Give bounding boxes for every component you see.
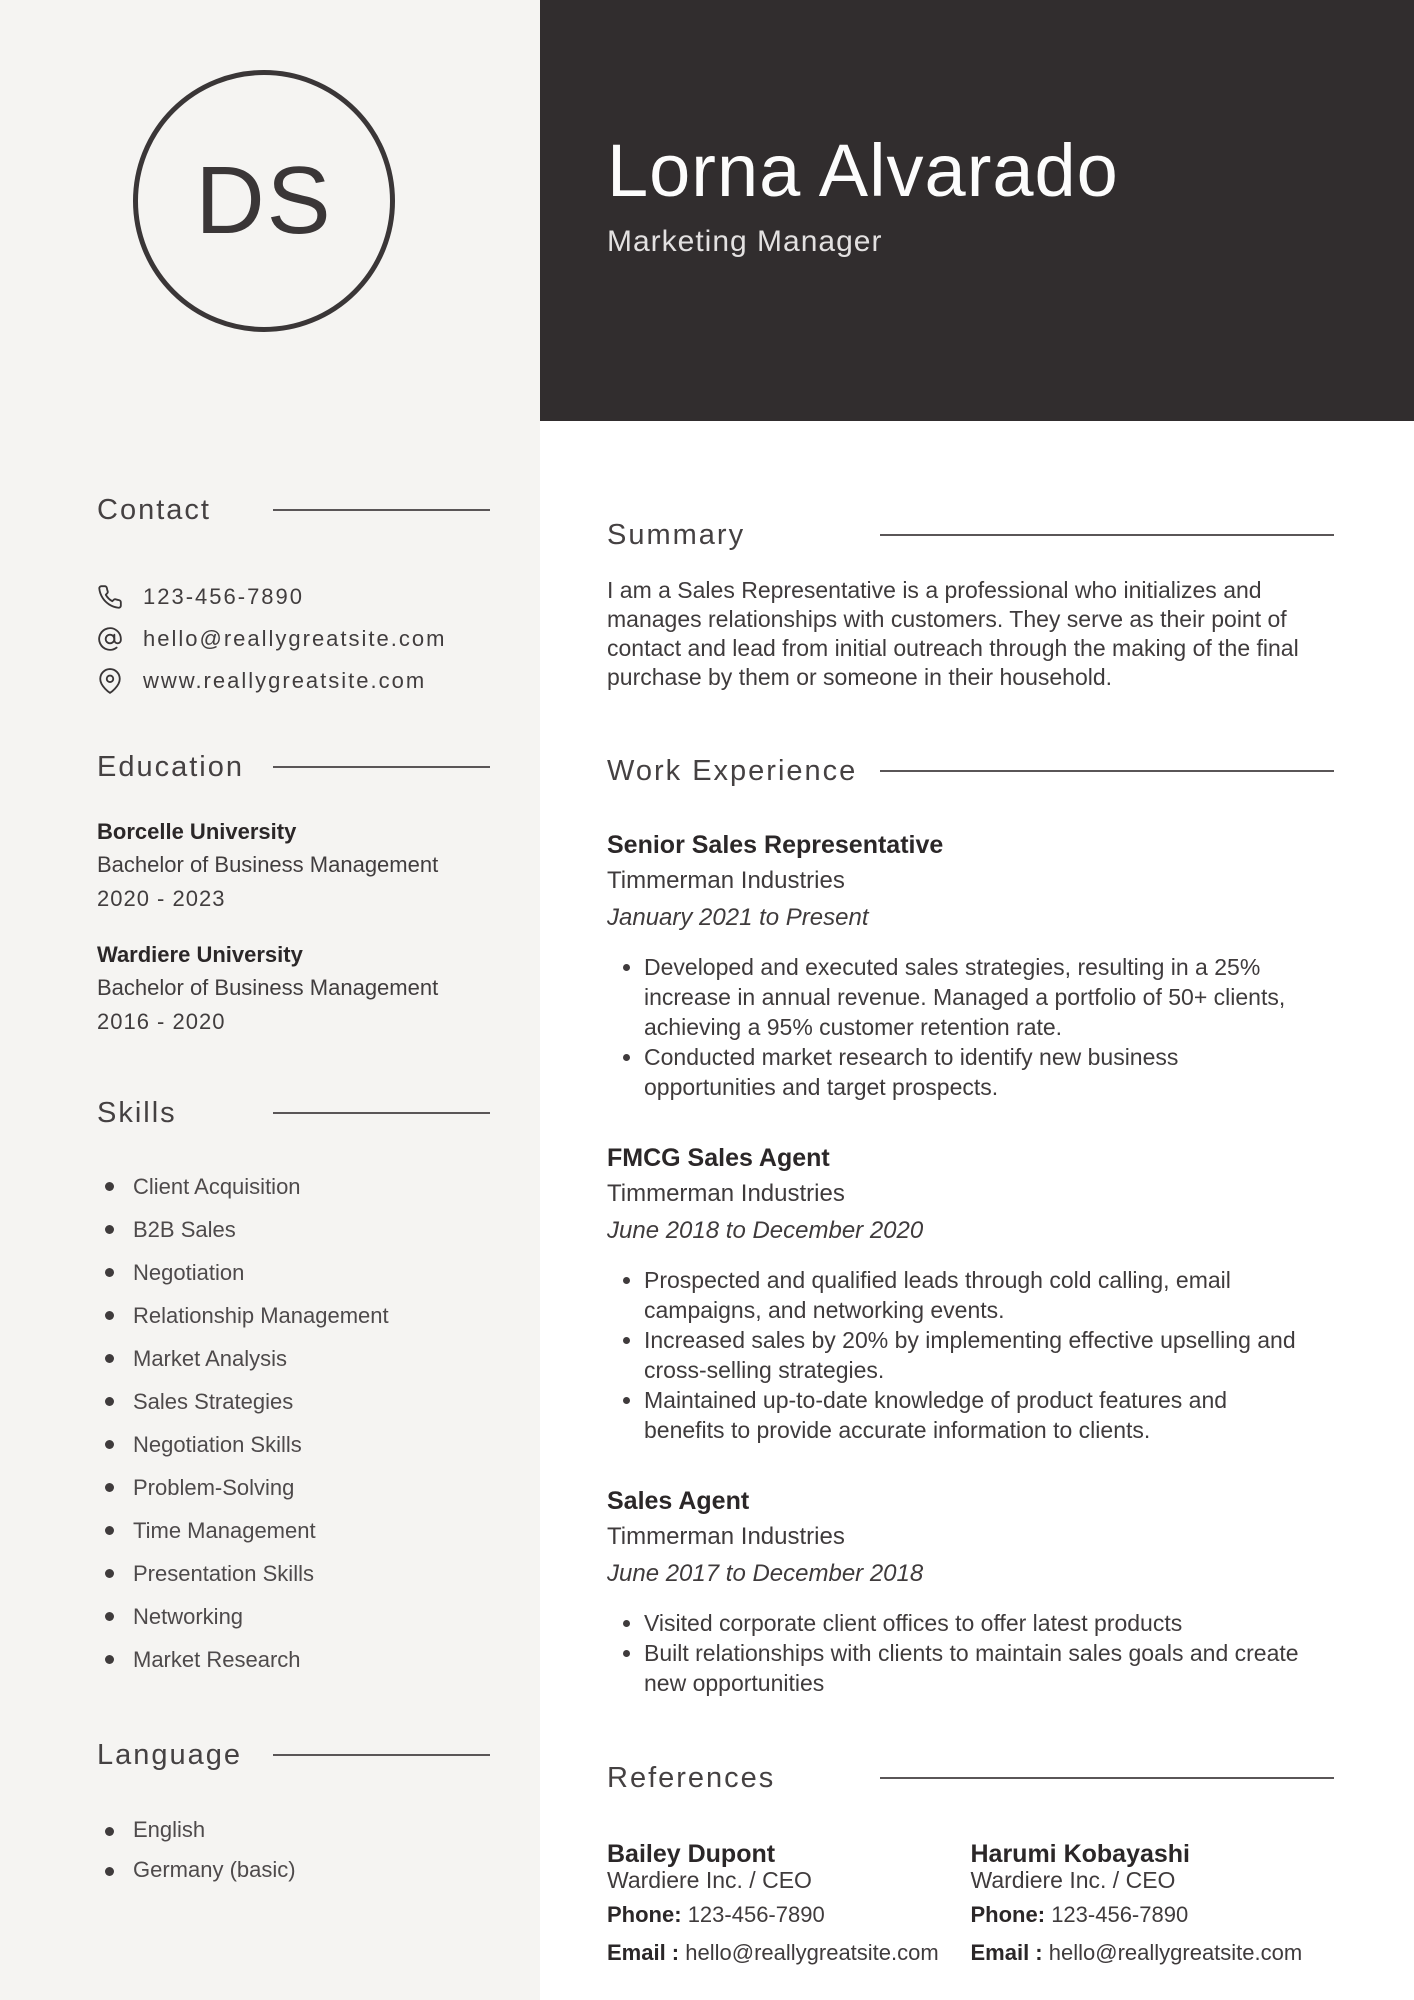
education-section xyxy=(0,749,540,1039)
reference-email-value: hello@reallygreatsite.com xyxy=(685,1940,939,1965)
language-list xyxy=(97,1810,490,1890)
job-bullet: • Prospected and qualified leads through cold calling, email campaigns, and networking events. xyxy=(644,1265,1307,1325)
summary-text: I am a Sales Representative is a professional who initializes and manages relationships with customers. They serve as their point of contact and lead from initial outreach through the making of the final purchase by them or someone in their household. xyxy=(607,577,1299,690)
language-heading-label: Language xyxy=(97,1739,243,1771)
email-label: Email : xyxy=(970,1940,1043,1965)
heading-rule xyxy=(880,1777,1334,1779)
education-years: 2020 - 2023 xyxy=(97,886,226,911)
education-school: Wardiere University xyxy=(97,942,303,967)
reference-card xyxy=(607,1840,971,1968)
job-bullet: • Visited corporate client offices to offer latest products xyxy=(644,1608,1307,1638)
education-school: Borcelle University xyxy=(97,819,297,844)
job-dates: June 2017 to December 2018 xyxy=(607,1560,924,1587)
reference-name: Harumi Kobayashi xyxy=(970,1840,1191,1868)
job-bullet-list xyxy=(607,952,1307,1102)
job-entry xyxy=(607,1483,1334,1698)
contact-email-value: hello@reallygreatsite.com xyxy=(143,626,447,651)
education-heading-label: Education xyxy=(97,751,244,783)
job-title: Senior Sales Representative xyxy=(607,831,944,859)
job-company: Timmerman Industries xyxy=(607,1180,845,1207)
job-bullet: • Built relationships with clients to maintain sales goals and create new opportunities xyxy=(644,1638,1307,1698)
email-label: Email : xyxy=(607,1940,680,1965)
summary-heading xyxy=(607,517,1334,553)
job-dates: January 2021 to Present xyxy=(607,904,869,931)
job-bullet-list xyxy=(607,1265,1307,1445)
reference-phone-value: 123-456-7890 xyxy=(687,1902,825,1927)
reference-phone-row xyxy=(607,1900,971,1930)
contact-row-email xyxy=(97,618,490,660)
contact-heading-label: Contact xyxy=(97,494,211,526)
phone-icon xyxy=(97,584,123,610)
summary-heading-label: Summary xyxy=(607,519,746,551)
header xyxy=(540,0,1414,421)
work-experience-heading xyxy=(607,753,1334,789)
main-content xyxy=(540,421,1414,2000)
skills-list xyxy=(97,1165,490,1681)
heading-rule xyxy=(880,534,1334,536)
map-pin-icon xyxy=(97,668,123,694)
reference-role: Wardiere Inc. / CEO xyxy=(970,1867,1176,1893)
avatar-initials: DS xyxy=(195,147,333,254)
job-company: Timmerman Industries xyxy=(607,867,845,894)
job-bullet-list xyxy=(607,1608,1307,1698)
skill-item: Time Management xyxy=(97,1509,490,1552)
references-heading xyxy=(607,1760,1334,1796)
education-degree: Bachelor of Business Management xyxy=(97,852,439,877)
heading-rule xyxy=(273,1112,490,1114)
phone-label: Phone: xyxy=(970,1902,1046,1927)
at-sign-icon xyxy=(97,626,123,652)
skill-item: Relationship Management xyxy=(97,1294,490,1337)
skill-item: Sales Strategies xyxy=(97,1380,490,1423)
work-experience-heading-label: Work Experience xyxy=(607,755,858,787)
skill-item: B2B Sales xyxy=(97,1208,490,1251)
job-title: FMCG Sales Agent xyxy=(607,1144,830,1172)
job-title: Sales Agent xyxy=(607,1487,750,1515)
job-bullet: • Maintained up-to-date knowledge of product features and benefits to provide accurate information to clients. xyxy=(644,1385,1307,1445)
skill-item: Problem-Solving xyxy=(97,1466,490,1509)
references-grid xyxy=(607,1840,1334,1968)
contact-row-phone xyxy=(97,576,490,618)
education-entry xyxy=(97,939,490,1039)
skills-heading-label: Skills xyxy=(97,1097,177,1129)
job-dates: June 2018 to December 2020 xyxy=(607,1217,924,1244)
reference-phone-value: 123-456-7890 xyxy=(1051,1902,1189,1927)
reference-email-value: hello@reallygreatsite.com xyxy=(1048,1940,1303,1965)
contact-section xyxy=(0,492,540,702)
job-bullet: • Developed and executed sales strategies, resulting in a 25% increase in annual revenue. Managed a portfolio of 50+ clients, achieving a 95% customer retention rate. xyxy=(644,952,1307,1042)
contact-heading xyxy=(97,492,490,528)
contact-list xyxy=(97,576,490,702)
skill-item: Market Analysis xyxy=(97,1337,490,1380)
job-company: Timmerman Industries xyxy=(607,1523,845,1550)
job-bullet: • Conducted market research to identify new business opportunities and target prospects. xyxy=(644,1042,1307,1102)
sidebar xyxy=(0,0,540,2000)
language-item: Germany (basic) xyxy=(97,1850,490,1890)
language-heading xyxy=(97,1737,490,1773)
reference-role: Wardiere Inc. / CEO xyxy=(607,1867,812,1893)
skill-item: Market Research xyxy=(97,1638,490,1681)
reference-email-row xyxy=(607,1938,971,1968)
skills-section xyxy=(0,1095,540,1681)
reference-email-row xyxy=(971,1938,1335,1968)
language-section xyxy=(0,1737,540,1890)
skill-item: Negotiation xyxy=(97,1251,490,1294)
reference-phone-row xyxy=(971,1900,1335,1930)
person-title: Marketing Manager xyxy=(607,225,883,258)
job-bullet: • Increased sales by 20% by implementing effective upselling and cross-selling strategies. xyxy=(644,1325,1307,1385)
heading-rule xyxy=(273,1754,490,1756)
reference-name: Bailey Dupont xyxy=(607,1840,776,1868)
person-name: Lorna Alvarado xyxy=(607,129,1119,212)
job-entry xyxy=(607,827,1334,1102)
contact-website-value: www.reallygreatsite.com xyxy=(143,668,427,693)
job-entry xyxy=(607,1140,1334,1445)
avatar xyxy=(133,70,395,332)
heading-rule xyxy=(880,770,1334,772)
references-heading-label: References xyxy=(607,1762,776,1794)
skill-item: Networking xyxy=(97,1595,490,1638)
education-degree: Bachelor of Business Management xyxy=(97,975,439,1000)
heading-rule xyxy=(273,766,490,768)
language-item: English xyxy=(97,1810,490,1850)
skill-item: Presentation Skills xyxy=(97,1552,490,1595)
education-entry xyxy=(97,816,490,916)
education-years: 2016 - 2020 xyxy=(97,1009,226,1034)
skill-item: Client Acquisition xyxy=(97,1165,490,1208)
skill-item: Negotiation Skills xyxy=(97,1423,490,1466)
contact-row-website xyxy=(97,660,490,702)
phone-label: Phone: xyxy=(607,1902,682,1927)
education-list xyxy=(97,816,490,1039)
heading-rule xyxy=(273,509,490,511)
education-heading xyxy=(97,749,490,785)
skills-heading xyxy=(97,1095,490,1131)
reference-card xyxy=(971,1840,1335,1968)
contact-phone-value: 123-456-7890 xyxy=(143,584,305,609)
